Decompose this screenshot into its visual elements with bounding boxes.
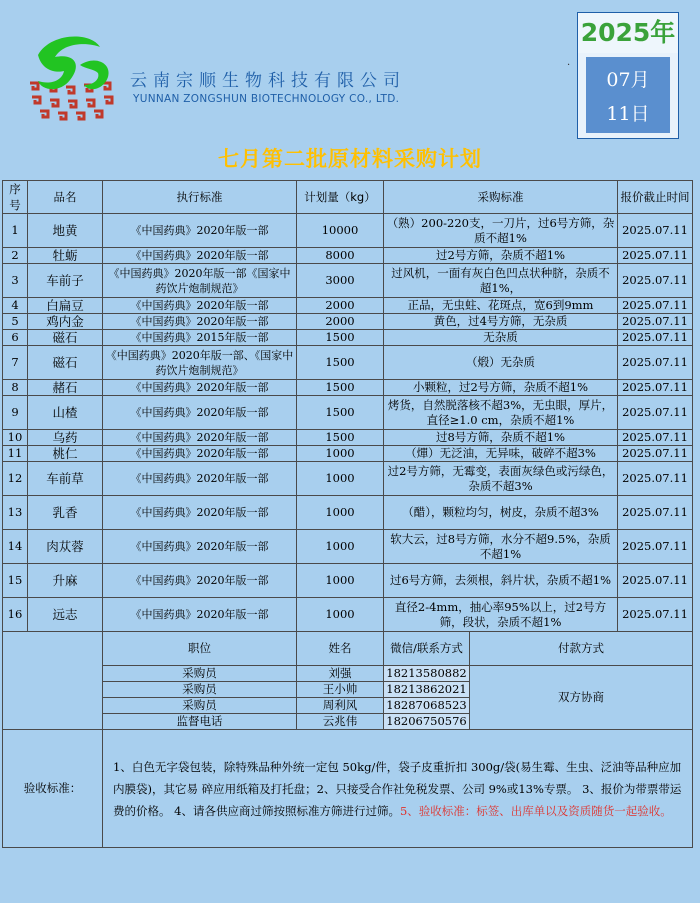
- contacts-header-payment: 付款方式: [470, 632, 693, 666]
- cell-qty: 1000: [297, 496, 384, 530]
- contact-phone: 18287068523: [384, 698, 470, 714]
- cell-name: 牡蛎: [28, 248, 103, 264]
- cell-deadline: 2025.07.11: [618, 314, 693, 330]
- contacts-header-role: 职位: [103, 632, 297, 666]
- header-name: 品名: [28, 181, 103, 214]
- cell-standard: 《中国药典》2020年版一部: [103, 380, 297, 396]
- contact-role: 采购员: [103, 666, 297, 682]
- cell-standard: 《中国药典》2020年版一部: [103, 396, 297, 430]
- date-year: 2025年: [578, 13, 678, 53]
- cell-standard: 《中国药典》2020年版一部: [103, 298, 297, 314]
- contact-role: 监督电话: [103, 714, 297, 730]
- cell-standard: 《中国药典》2020年版一部、《国家中药饮片炮制规范》: [103, 346, 297, 380]
- cell-name: 赭石: [28, 380, 103, 396]
- cell-deadline: 2025.07.11: [618, 430, 693, 446]
- cell-purchase: 过6号方筛，去须根，斜片状，杂质不超1%: [384, 564, 618, 598]
- cell-qty: 1500: [297, 380, 384, 396]
- cell-seq: 1: [3, 214, 28, 248]
- cell-seq: 7: [3, 346, 28, 380]
- cell-deadline: 2025.07.11: [618, 346, 693, 380]
- cell-purchase: （熟）200-220支，一刀片，过6号方筛，杂质不超1%: [384, 214, 618, 248]
- cell-standard: 《中国药典》2020年版一部: [103, 446, 297, 462]
- cell-seq: 14: [3, 530, 28, 564]
- company-name-en: YUNNAN ZONGSHUN BIOTECHNOLOGY CO., LTD.: [133, 93, 400, 105]
- table-row: [3, 496, 693, 530]
- cell-purchase: 软大云，过8号方筛，水分不超9.5%，杂质不超1%: [384, 530, 618, 564]
- cell-seq: 9: [3, 396, 28, 430]
- cell-deadline: 2025.07.11: [618, 248, 693, 264]
- cell-name: 磁石: [28, 330, 103, 346]
- acceptance-text: [103, 730, 693, 848]
- table-row: [3, 330, 693, 346]
- cell-deadline: 2025.07.11: [618, 330, 693, 346]
- cell-seq: 5: [3, 314, 28, 330]
- contacts-header-name: 姓名: [297, 632, 384, 666]
- contact-row: [3, 666, 693, 682]
- header-seq: 序号: [3, 181, 28, 214]
- cell-purchase: 过风机，一面有灰白色凹点状种脐，杂质不超1%，: [384, 264, 618, 298]
- cell-purchase: 无杂质: [384, 330, 618, 346]
- cell-qty: 2000: [297, 314, 384, 330]
- cell-qty: 1000: [297, 564, 384, 598]
- cell-purchase: 小颗粒，过2号方筛，杂质不超1%: [384, 380, 618, 396]
- page-title: 七月第二批原材料采购计划: [218, 147, 482, 171]
- contact-name: 云兆伟: [297, 714, 384, 730]
- cell-purchase: 过2号方筛，杂质不超1%: [384, 248, 618, 264]
- company-name-cn: 云南宗顺生物科技有限公司: [130, 71, 406, 91]
- cell-qty: 1000: [297, 462, 384, 496]
- cell-seq: 13: [3, 496, 28, 530]
- contacts-header-row: [3, 632, 693, 666]
- decorative-dot: ·: [567, 60, 571, 71]
- cell-deadline: 2025.07.11: [618, 214, 693, 248]
- cell-purchase: 正品，无虫蛀、花斑点，宽6到9mm: [384, 298, 618, 314]
- cell-standard: 《中国药典》2020年版一部: [103, 564, 297, 598]
- contact-phone: 18213580882: [384, 666, 470, 682]
- cell-qty: 1000: [297, 446, 384, 462]
- cell-purchase: 过8号方筛，杂质不超1%: [384, 430, 618, 446]
- acceptance-text-main: 1、白色无字袋包装，除特殊品种外统一定包 50kg/件，袋子皮重折扣 300g/袋(易生霉、生虫、泛油等品种应加内膜袋)，其它易 碎应用纸箱及打托盘；2、只接受合作社免税发票、公司 9%或13%专票。 3、报价为带票带运费的价格。 4、请各供应商过筛按照标准方筛进行过筛。: [113, 759, 682, 818]
- cell-standard: 《中国药典》2015年版一部: [103, 330, 297, 346]
- table-row: [3, 564, 693, 598]
- cell-name: 白扁豆: [28, 298, 103, 314]
- cell-purchase: （燀）无泛油，无异味，破碎不超3%: [384, 446, 618, 462]
- cell-qty: 1500: [297, 330, 384, 346]
- cell-purchase: （醋），颗粒均匀，树皮，杂质不超3%: [384, 496, 618, 530]
- cell-standard: 《中国药典》2020年版一部: [103, 214, 297, 248]
- cell-seq: 11: [3, 446, 28, 462]
- cell-seq: 3: [3, 264, 28, 298]
- cell-name: 地黄: [28, 214, 103, 248]
- cell-deadline: 2025.07.11: [618, 380, 693, 396]
- cell-seq: 8: [3, 380, 28, 396]
- cell-qty: 2000: [297, 298, 384, 314]
- purchase-plan-table: [2, 180, 693, 848]
- table-row: [3, 396, 693, 430]
- cell-deadline: 2025.07.11: [618, 462, 693, 496]
- cell-standard: 《中国药典》2020年版一部: [103, 496, 297, 530]
- cell-qty: 1500: [297, 346, 384, 380]
- contact-role: 采购员: [103, 698, 297, 714]
- cell-name: 远志: [28, 598, 103, 632]
- company-logo-icon: [20, 25, 120, 125]
- cell-seq: 16: [3, 598, 28, 632]
- contact-role: 采购员: [103, 682, 297, 698]
- table-row: [3, 264, 693, 298]
- table-row: [3, 380, 693, 396]
- table-row: [3, 462, 693, 496]
- contact-name: 王小帅: [297, 682, 384, 698]
- cell-qty: 10000: [297, 214, 384, 248]
- table-row: [3, 298, 693, 314]
- cell-deadline: 2025.07.11: [618, 264, 693, 298]
- cell-deadline: 2025.07.11: [618, 598, 693, 632]
- date-month: 07月: [606, 69, 650, 91]
- cell-standard: 《中国药典》2020年版一部: [103, 598, 297, 632]
- cell-standard: 《中国药典》2020年版一部: [103, 314, 297, 330]
- cell-seq: 2: [3, 248, 28, 264]
- cell-purchase: （煅）无杂质: [384, 346, 618, 380]
- acceptance-row: [3, 730, 693, 848]
- cell-qty: 3000: [297, 264, 384, 298]
- cell-deadline: 2025.07.11: [618, 298, 693, 314]
- acceptance-label: 验收标准：: [3, 730, 103, 848]
- cell-name: 肉苁蓉: [28, 530, 103, 564]
- cell-purchase: 直径2-4mm，抽心率95%以上，过2号方筛，段状，杂质不超1%: [384, 598, 618, 632]
- contact-name: 刘强: [297, 666, 384, 682]
- table-row: [3, 446, 693, 462]
- cell-name: 升麻: [28, 564, 103, 598]
- cell-qty: 1000: [297, 598, 384, 632]
- cell-standard: 《中国药典》2020年版一部: [103, 530, 297, 564]
- contact-phone: 18213862021: [384, 682, 470, 698]
- cell-standard: 《中国药典》2020年版一部: [103, 430, 297, 446]
- cell-name: 车前子: [28, 264, 103, 298]
- cell-deadline: 2025.07.11: [618, 530, 693, 564]
- header-deadline: 报价截止时间: [618, 181, 693, 214]
- cell-purchase: 过2号方筛，无霉变，表面灰绿色或污绿色，杂质不超3%: [384, 462, 618, 496]
- acceptance-text-red: 5、验收标准：标签、出库单以及资质随货一起验收。: [399, 803, 672, 818]
- cell-purchase: 黄色，过4号方筛，无杂质: [384, 314, 618, 330]
- cell-seq: 6: [3, 330, 28, 346]
- cell-name: 山楂: [28, 396, 103, 430]
- cell-standard: 《中国药典》2020年版一部: [103, 462, 297, 496]
- date-month-day: [586, 57, 670, 133]
- page-header: [0, 0, 700, 180]
- table-row: [3, 314, 693, 330]
- cell-seq: 10: [3, 430, 28, 446]
- cell-purchase: 烤货，自然脱落核不超3%，无虫眼，厚片，直径≥1.0 cm，杂质不超1%: [384, 396, 618, 430]
- cell-seq: 15: [3, 564, 28, 598]
- cell-name: 乳香: [28, 496, 103, 530]
- table-row: [3, 530, 693, 564]
- contacts-header-phone: 微信/联系方式: [384, 632, 470, 666]
- cell-qty: 1000: [297, 530, 384, 564]
- cell-qty: 1500: [297, 430, 384, 446]
- payment-method: 双方协商: [470, 666, 693, 730]
- cell-seq: 12: [3, 462, 28, 496]
- cell-standard: 《中国药典》2020年版一部: [103, 248, 297, 264]
- table-row: [3, 214, 693, 248]
- table-header-row: [3, 181, 693, 214]
- header-purchase: 采购标准: [384, 181, 618, 214]
- cell-deadline: 2025.07.11: [618, 396, 693, 430]
- cell-deadline: 2025.07.11: [618, 446, 693, 462]
- cell-name: 车前草: [28, 462, 103, 496]
- cell-name: 鸡内金: [28, 314, 103, 330]
- cell-qty: 1500: [297, 396, 384, 430]
- header-standard: 执行标准: [103, 181, 297, 214]
- cell-name: 乌药: [28, 430, 103, 446]
- contact-name: 周利风: [297, 698, 384, 714]
- cell-seq: 4: [3, 298, 28, 314]
- date-box: [577, 12, 679, 139]
- table-row: [3, 346, 693, 380]
- table-row: [3, 248, 693, 264]
- contacts-blank: [3, 632, 103, 730]
- table-row: [3, 598, 693, 632]
- cell-qty: 8000: [297, 248, 384, 264]
- header-qty: 计划量（kg）: [297, 181, 384, 214]
- cell-name: 磁石: [28, 346, 103, 380]
- cell-deadline: 2025.07.11: [618, 496, 693, 530]
- cell-standard: 《中国药典》2020年版一部《国家中药饮片炮制规范》: [103, 264, 297, 298]
- date-day: 11日: [606, 103, 650, 125]
- cell-name: 桃仁: [28, 446, 103, 462]
- contact-phone: 18206750576: [384, 714, 470, 730]
- cell-deadline: 2025.07.11: [618, 564, 693, 598]
- table-row: [3, 430, 693, 446]
